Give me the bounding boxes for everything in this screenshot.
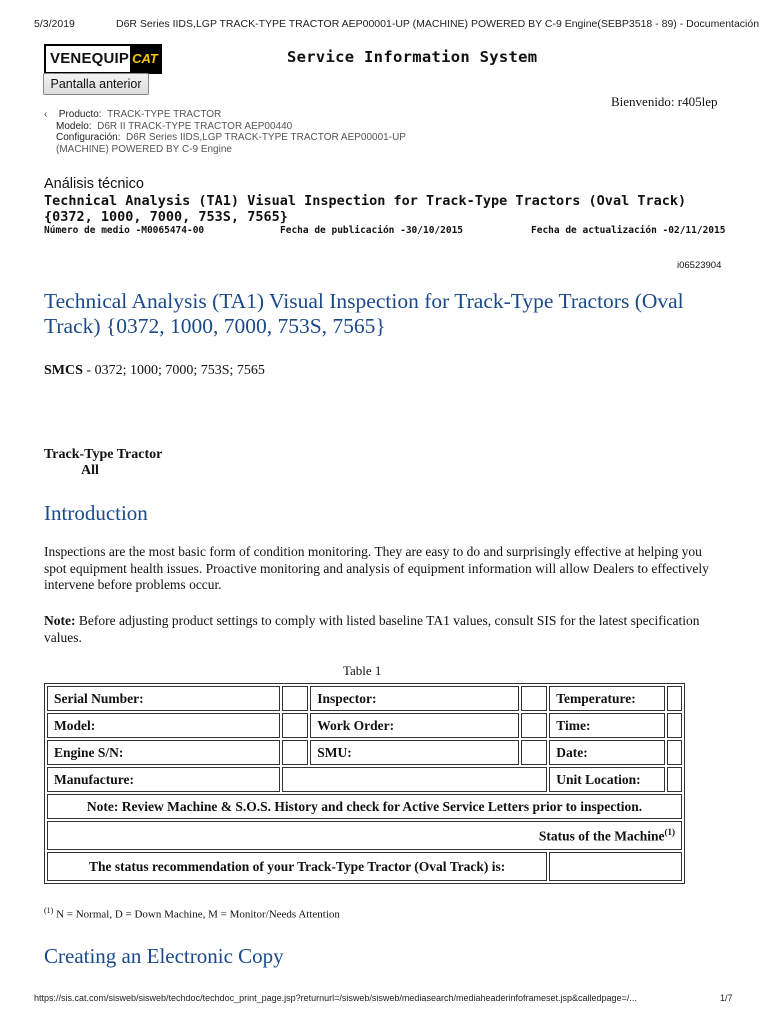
footnote-text: N = Normal, D = Down Machine, M = Monitor/Needs Attention	[56, 908, 340, 921]
config-value: D6R Series IIDS,LGP TRACK-TYPE TRACTOR AEP00001-UP (MACHINE) POWERED BY C-9 Engine	[56, 132, 406, 155]
status-question: The status recommendation of your Track-Type Tractor (Oval Track) is:	[47, 852, 547, 881]
document-title-small: Technical Analysis (TA1) Visual Inspection for Track-Type Tractors (Oval Track) {0372, 1000, 7000, 753S, 7565}	[44, 193, 687, 225]
cat-logo-mark: CAT	[130, 46, 160, 72]
serial-number-label: Serial Number:	[47, 686, 280, 711]
note-paragraph	[44, 613, 724, 646]
status-footnote-ref: (1)	[664, 826, 675, 837]
model-field[interactable]	[282, 713, 308, 738]
table-row	[47, 713, 682, 738]
print-date: 5/3/2019	[34, 18, 75, 30]
smu-label: SMU:	[310, 740, 519, 765]
table-caption: Table 1	[343, 663, 382, 678]
inspector-field[interactable]	[521, 686, 547, 711]
inspector-label: Inspector:	[310, 686, 519, 711]
unit-location-label: Unit Location:	[549, 767, 664, 792]
smcs-label: SMCS	[44, 363, 83, 378]
temperature-label: Temperature:	[549, 686, 664, 711]
config-label: Configuración:	[56, 132, 121, 143]
table-row	[47, 740, 682, 765]
print-title: D6R Series IIDS,LGP TRACK-TYPE TRACTOR AEP00001-UP (MACHINE) POWERED BY C-9 Engine(SEBP3518 - 89) - Documentación	[116, 18, 760, 30]
breadcrumb-model	[44, 121, 436, 133]
intro-paragraph: Inspections are the most basic form of condition monitoring. They are easy to do and surprisingly effective at helping you spot equipment health issues. Proactive monitoring and analysis of equipment information will allow Dealers to effectively intervene before problems occur.	[44, 544, 709, 592]
venequip-cat-logo	[44, 44, 162, 74]
welcome-text: Bienvenido: r405lep	[611, 94, 718, 109]
breadcrumb-product[interactable]	[44, 109, 436, 121]
table-footnote	[44, 906, 340, 921]
footnote-mark: (1)	[44, 906, 54, 915]
smcs-value: - 0372; 1000; 7000; 753S; 7565	[86, 363, 265, 378]
work-order-field[interactable]	[521, 713, 547, 738]
status-header	[47, 821, 682, 850]
document-kind: Análisis técnico	[44, 176, 144, 192]
table-row	[47, 821, 682, 850]
publication-date: Fecha de publicación -30/10/2015	[280, 225, 464, 236]
model-label: Modelo:	[56, 120, 92, 132]
model-heading: Track-Type Tractor	[44, 447, 163, 462]
status-header-text: Status of the Machine	[538, 828, 665, 844]
media-number: Número de medio -M0065474-00	[44, 225, 205, 236]
system-title: Service Information System	[287, 48, 538, 66]
breadcrumb-config	[44, 132, 436, 155]
logo-text: VENEQUIP	[50, 50, 130, 67]
breadcrumb	[44, 109, 436, 155]
date-label: Date:	[549, 740, 664, 765]
table-row	[47, 852, 682, 881]
time-field[interactable]	[667, 713, 682, 738]
note-label: Note:	[44, 613, 76, 628]
table-row	[47, 794, 682, 819]
unit-location-field[interactable]	[667, 767, 682, 792]
temperature-field[interactable]	[667, 686, 682, 711]
serial-number-field[interactable]	[282, 686, 308, 711]
product-value: TRACK-TYPE TRACTOR	[107, 109, 222, 120]
update-date: Fecha de actualización -02/11/2015	[531, 225, 726, 236]
table-note: Note: Review Machine & S.O.S. History and check for Active Service Letters prior to inspection.	[47, 794, 682, 819]
footer-url: https://sis.cat.com/sisweb/sisweb/techdoc/techdoc_print_page.jsp?returnurl=/sisweb/sisweb/mediasearch/mediaheaderinfoframeset.jsp&calledpage=/...	[34, 993, 637, 1003]
smcs-line	[44, 363, 265, 379]
manufacture-field[interactable]	[282, 767, 547, 792]
inspection-table	[44, 683, 685, 884]
model-value: D6R II TRACK-TYPE TRACTOR AEP00440	[97, 120, 293, 132]
section-heading-electronic-copy: Creating an Electronic Copy	[44, 944, 284, 968]
status-field[interactable]	[549, 852, 682, 881]
time-label: Time:	[549, 713, 664, 738]
page-number: 1/7	[720, 993, 733, 1003]
document-id: i06523904	[677, 260, 722, 271]
smu-field[interactable]	[521, 740, 547, 765]
table-row	[47, 767, 682, 792]
model-label: Model:	[47, 713, 280, 738]
chevron-left-icon: ‹	[44, 109, 48, 120]
note-text: Before adjusting product settings to comply with listed baseline TA1 values, consult SIS for the latest specification values.	[44, 613, 700, 645]
model-sub: All	[81, 463, 99, 478]
table-row	[47, 686, 682, 711]
back-button[interactable]: Pantalla anterior	[43, 73, 149, 95]
product-label: Producto:	[58, 109, 102, 120]
page-title: Technical Analysis (TA1) Visual Inspection for Track-Type Tractors (Oval Track) {0372, 1000, 7000, 753S, 7565}	[44, 289, 684, 338]
work-order-label: Work Order:	[310, 713, 519, 738]
engine-sn-field[interactable]	[282, 740, 308, 765]
manufacture-label: Manufacture:	[47, 767, 280, 792]
date-field[interactable]	[667, 740, 682, 765]
engine-sn-label: Engine S/N:	[47, 740, 280, 765]
intro-heading: Introduction	[44, 501, 148, 525]
